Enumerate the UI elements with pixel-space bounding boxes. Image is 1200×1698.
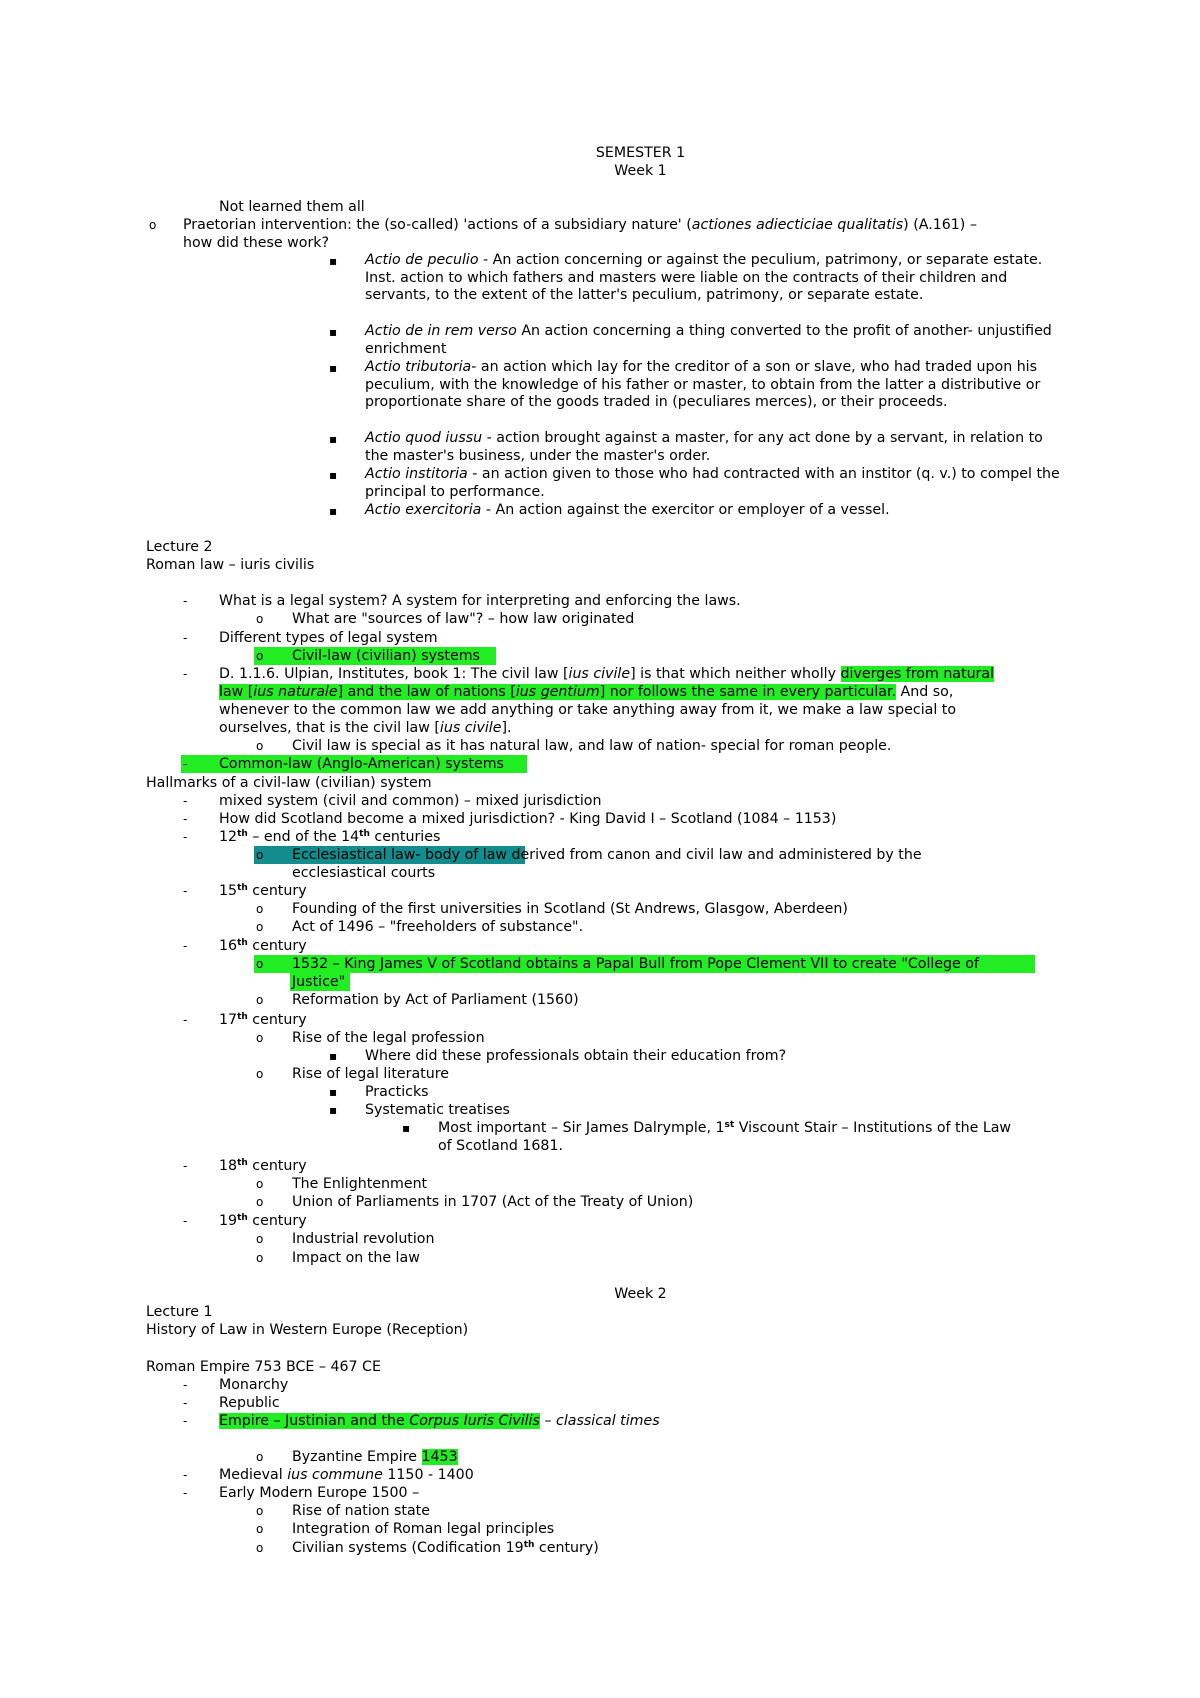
- dash-bullet-icon: -: [183, 1486, 188, 1500]
- dash-bullet-icon: -: [183, 631, 188, 645]
- action-item: Actio tributoria- an action which lay for the creditor of a son or slave, who had traded upon his peculium, with the knowledge of his father or master, to obtain from the latter a distributive or proportionate share of the goods traded in (peculiares merces), or their proceeds.: [365, 359, 1041, 411]
- list-item: Civilian systems (Codification 19th century): [292, 1540, 599, 1556]
- century-17-heading: 17th century: [219, 1012, 307, 1028]
- week2-history-title: History of Law in Western Europe (Reception): [146, 1322, 469, 1338]
- lecture2-title: Lecture 2: [146, 539, 213, 555]
- dash-bullet-icon: -: [183, 1013, 188, 1027]
- dash-bullet-icon: -: [183, 939, 188, 953]
- dash-bullet-icon: -: [183, 794, 188, 808]
- action-item: Actio quod iussu - action brought against a master, for any act done by a servant, in relation to the master's business, under the master's order.: [365, 430, 1043, 464]
- list-item: Integration of Roman legal principles: [292, 1521, 555, 1537]
- square-bullet-icon: ▪: [329, 1103, 338, 1117]
- circle-bullet-icon: o: [256, 1232, 264, 1246]
- century-12-heading: 12th – end of the 14th centuries: [219, 829, 441, 845]
- dash-bullet-icon: -: [183, 1159, 188, 1173]
- list-item: Common-law (Anglo-American) systems: [219, 756, 504, 772]
- list-item: Reformation by Act of Parliament (1560): [292, 992, 579, 1008]
- digest-quote-line2: law [ius naturale] and the law of nations [ius gentium] nor follows the same in every particular. And so,: [219, 684, 954, 700]
- list-item: Founding of the first universities in Scotland (St Andrews, Glasgow, Aberdeen): [292, 901, 848, 917]
- list-item: The Enlightenment: [292, 1176, 428, 1192]
- list-item: Rise of nation state: [292, 1503, 430, 1519]
- century-15-heading: 15th century: [219, 883, 307, 899]
- dash-bullet-icon: -: [183, 1214, 188, 1228]
- circle-bullet-icon: o: [256, 1177, 264, 1191]
- square-bullet-icon: ▪: [329, 254, 338, 268]
- list-item: 1532 – King James V of Scotland obtains a Papal Bull from Pope Clement VII to create "College of: [292, 956, 979, 972]
- list-item: What are "sources of law"? – how law originated: [292, 611, 635, 627]
- square-bullet-icon: ▪: [329, 1085, 338, 1099]
- circle-bullet-icon: o: [256, 1450, 264, 1464]
- dash-bullet-icon: -: [183, 1396, 188, 1410]
- dash-bullet-icon: -: [183, 667, 188, 681]
- circle-bullet-icon: o: [256, 848, 264, 862]
- circle-bullet-icon: o: [256, 1031, 264, 1045]
- square-bullet-icon: ▪: [329, 504, 338, 518]
- list-item: Civil law is special as it has natural law, and law of nation- special for roman people.: [292, 738, 892, 754]
- dash-bullet-icon: -: [183, 1378, 188, 1392]
- list-item: Empire – Justinian and the Corpus Iuris Civilis – classical times: [219, 1413, 660, 1429]
- praetorian-line2: how did these work?: [183, 235, 330, 251]
- list-item: Monarchy: [219, 1377, 289, 1393]
- circle-bullet-icon: o: [256, 993, 264, 1007]
- intro-line: Not learned them all: [219, 199, 365, 215]
- dash-bullet-icon: -: [183, 830, 188, 844]
- list-item: Practicks: [365, 1084, 429, 1100]
- circle-bullet-icon: o: [256, 1541, 264, 1555]
- list-item-continuation: of Scotland 1681.: [438, 1138, 563, 1154]
- list-item: Early Modern Europe 1500 –: [219, 1485, 420, 1501]
- square-bullet-icon: ▪: [329, 325, 338, 339]
- list-item: Most important – Sir James Dalrymple, 1st Viscount Stair – Institutions of the Law: [438, 1120, 1012, 1136]
- circle-bullet-icon: o: [256, 1195, 264, 1209]
- circle-bullet-icon: o: [256, 902, 264, 916]
- week1-heading: Week 1: [614, 163, 667, 179]
- list-item-continuation: Justice": [292, 974, 346, 990]
- circle-bullet-icon: o: [256, 739, 264, 753]
- circle-bullet-icon: o: [149, 218, 157, 232]
- hallmarks-title: Hallmarks of a civil-law (civilian) system: [146, 775, 432, 791]
- week2-heading: Week 2: [614, 1286, 667, 1302]
- square-bullet-icon: ▪: [329, 361, 338, 375]
- circle-bullet-icon: o: [256, 957, 264, 971]
- semester-heading: SEMESTER 1: [595, 145, 686, 161]
- circle-bullet-icon: o: [256, 1067, 264, 1081]
- list-item: Civil-law (civilian) systems: [292, 648, 480, 664]
- digest-quote-line4: ourselves, that is the civil law [ius civile].: [219, 720, 512, 736]
- dash-bullet-icon: -: [183, 1468, 188, 1482]
- century-19-heading: 19th century: [219, 1213, 307, 1229]
- list-item: Rise of legal literature: [292, 1066, 449, 1082]
- list-item: Medieval ius commune 1150 - 1400: [219, 1467, 474, 1483]
- list-item: Where did these professionals obtain their education from?: [365, 1048, 787, 1064]
- list-item: mixed system (civil and common) – mixed jurisdiction: [219, 793, 602, 809]
- action-item: Actio de in rem verso An action concerning a thing converted to the profit of another- unjustified enrichment: [365, 323, 1052, 357]
- digest-quote-line3: whenever to the common law we add anything or take anything away from it, we make a law special to: [219, 702, 957, 718]
- digest-quote-line1: D. 1.1.6. Ulpian, Institutes, book 1: The civil law [ius civile] is that which neither wholly diverges from natural: [219, 666, 995, 682]
- square-bullet-icon: ▪: [329, 468, 338, 482]
- dash-bullet-icon: -: [183, 1414, 188, 1428]
- dash-bullet-icon: -: [183, 812, 188, 826]
- dash-bullet-icon: -: [183, 594, 188, 608]
- roman-empire-line: Roman Empire 753 BCE – 467 CE: [146, 1359, 381, 1375]
- list-item: Act of 1496 – "freeholders of substance".: [292, 919, 584, 935]
- list-item-continuation: ecclesiastical courts: [292, 865, 436, 881]
- list-item: Republic: [219, 1395, 280, 1411]
- list-item: Ecclesiastical law- body of law derived from canon and civil law and administered by the: [292, 847, 922, 863]
- square-bullet-icon: ▪: [329, 1049, 338, 1063]
- circle-bullet-icon: o: [256, 1522, 264, 1536]
- list-item: Byzantine Empire 1453: [292, 1449, 458, 1465]
- lecture2-subtitle: Roman law – iuris civilis: [146, 557, 315, 573]
- list-item: Impact on the law: [292, 1250, 420, 1266]
- circle-bullet-icon: o: [256, 649, 264, 663]
- dash-bullet-icon: -: [183, 884, 188, 898]
- century-16-heading: 16th century: [219, 938, 307, 954]
- circle-bullet-icon: o: [256, 920, 264, 934]
- list-item: Systematic treatises: [365, 1102, 510, 1118]
- list-item: How did Scotland become a mixed jurisdiction? - King David I – Scotland (1084 – 1153): [219, 811, 837, 827]
- action-item: Actio de peculio - An action concerning or against the peculium, patrimony, or separate estate. Inst. action to which fathers and masters were liable on the contracts of their children and servants, to the extent of the latter's peculium, patrimony, or separate estate.: [365, 252, 1043, 304]
- list-item: What is a legal system? A system for interpreting and enforcing the laws.: [219, 593, 741, 609]
- century-18-heading: 18th century: [219, 1158, 307, 1174]
- action-item: Actio institoria - an action given to those who had contracted with an institor (q. v.) to compel the principal to performance.: [365, 466, 1060, 500]
- dash-bullet-icon: -: [183, 757, 188, 771]
- list-item: Union of Parliaments in 1707 (Act of the Treaty of Union): [292, 1194, 694, 1210]
- circle-bullet-icon: o: [256, 1251, 264, 1265]
- praetorian-line: Praetorian intervention: the (so-called) 'actions of a subsidiary nature' (actiones adiecticiae qualitatis) (A.161) –: [183, 217, 977, 233]
- square-bullet-icon: ▪: [402, 1121, 411, 1135]
- action-item: Actio exercitoria - An action against the exercitor or employer of a vessel.: [365, 502, 890, 518]
- week2-lecture-title: Lecture 1: [146, 1304, 213, 1320]
- list-item: Industrial revolution: [292, 1231, 435, 1247]
- circle-bullet-icon: o: [256, 1504, 264, 1518]
- circle-bullet-icon: o: [256, 612, 264, 626]
- square-bullet-icon: ▪: [329, 432, 338, 446]
- list-item: Different types of legal system: [219, 630, 438, 646]
- list-item: Rise of the legal profession: [292, 1030, 485, 1046]
